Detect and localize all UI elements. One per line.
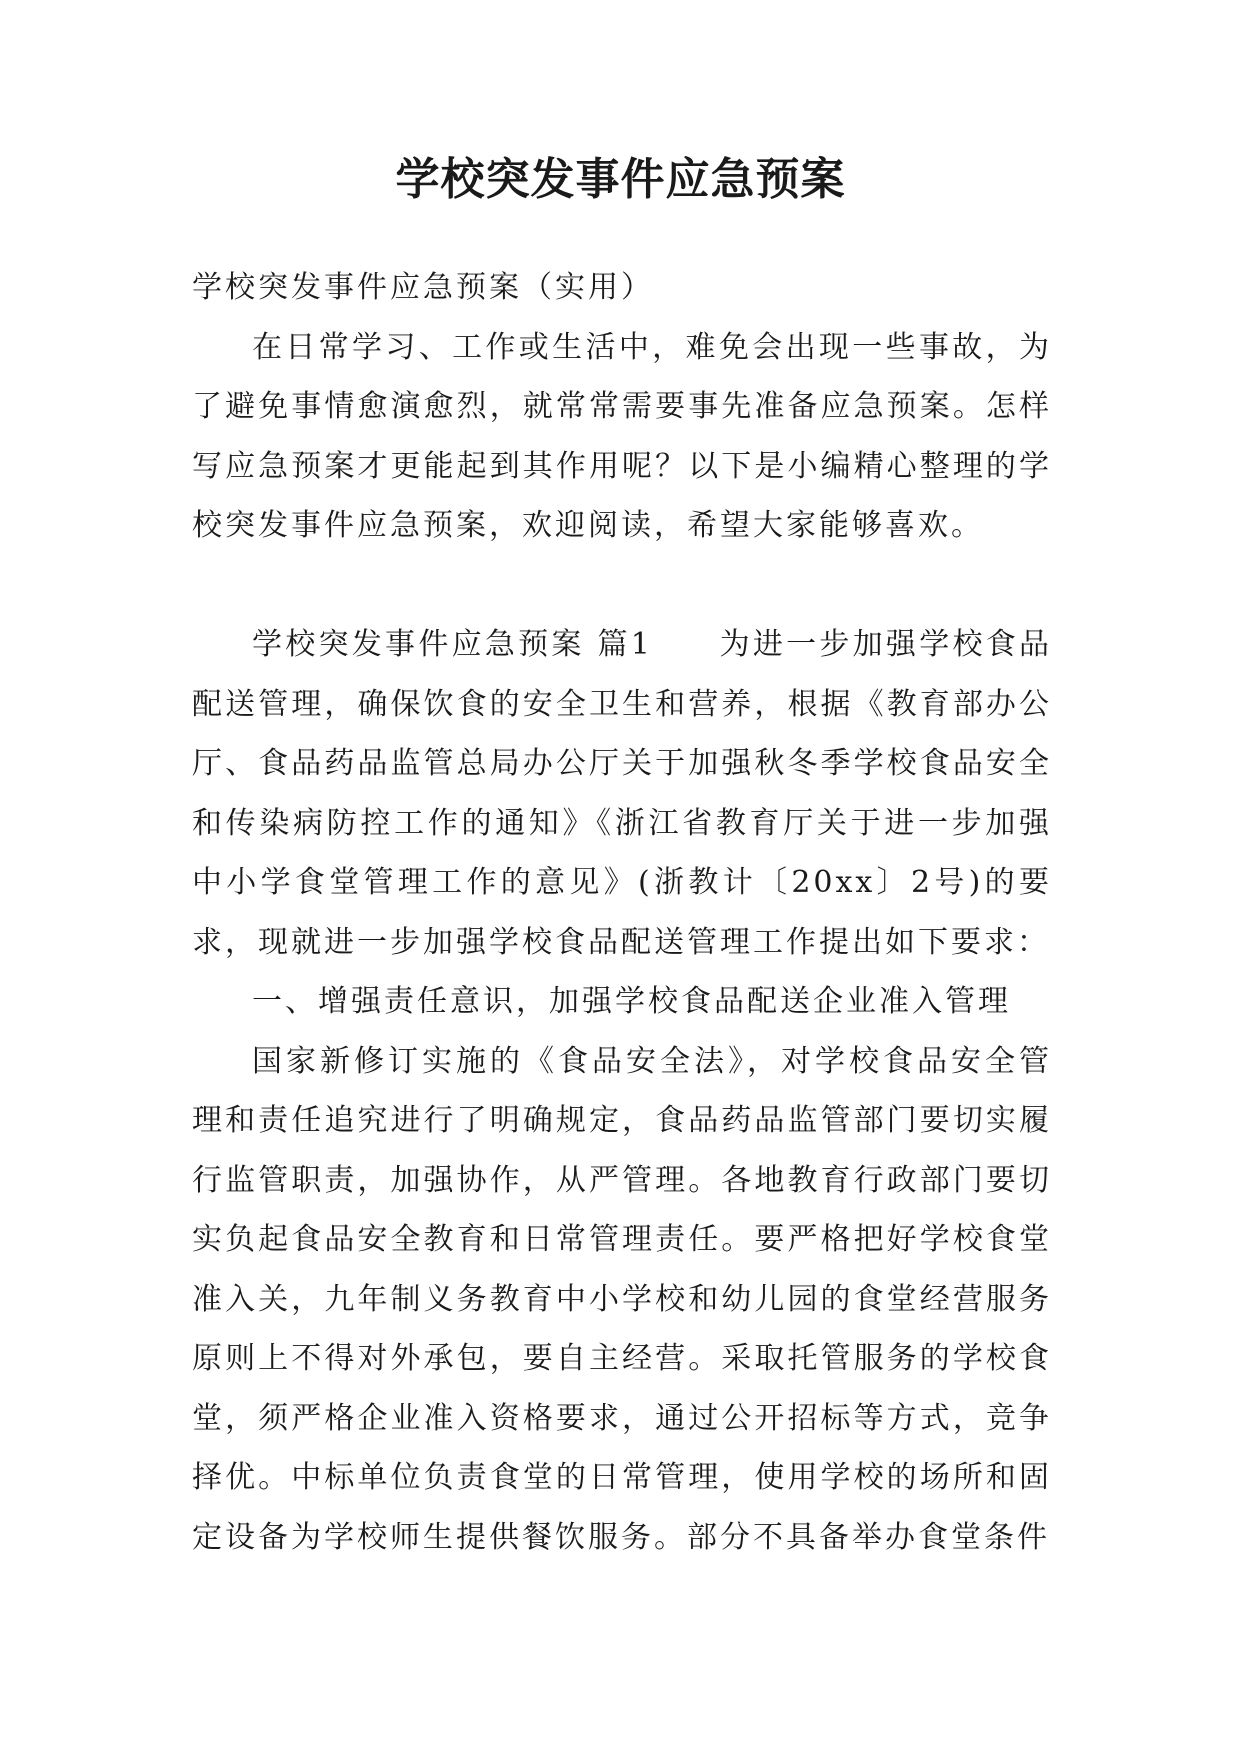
document-subtitle: 学校突发事件应急预案（实用） <box>192 270 654 305</box>
document-body <box>192 258 1052 1567</box>
section-heading-1: 一、增强责任意识，加强学校食品配送企业准入管理 <box>252 984 1011 1019</box>
document-title: 学校突发事件应急预案 <box>395 154 846 205</box>
intro-paragraph: 在日常学习、工作或生活中，难免会出现一些事故，为了避免事情愈演愈烈，就常常需要事先准备应急预案。怎样写应急预案才更能起到其作用呢？以下是小编精心整理的学校突发事件应急预案，欢迎阅读，希望大家能够喜欢。 <box>192 329 1052 543</box>
paragraph-gap <box>192 556 1052 616</box>
section-1-paragraph: 学校突发事件应急预案 篇1 为进一步加强学校食品配送管理，确保饮食的安全卫生和营养，根据《教育部办公厅、食品药品监管总局办公厅关于加强秋冬季学校食品安全和传染病防控工作的通知》《浙江省教育厅关于进一步加强中小学食堂管理工作的意见》(浙教计〔20xx〕2号)的要求，现就进一步加强学校食品配送管理工作提出如下要求： <box>192 627 1052 960</box>
body-paragraph-2: 国家新修订实施的《食品安全法》，对学校食品安全管理和责任追究进行了明确规定，食品药品监管部门要切实履行监管职责，加强协作，从严管理。各地教育行政部门要切实负起食品安全教育和日常管理责任。要严格把好学校食堂准入关，九年制义务教育中小学校和幼儿园的食堂经营服务原则上不得对外承包，要自主经营。采取托管服务的学校食堂，须严格企业准入资格要求，通过公开招标等方式，竞争择优。中标单位负责食堂的日常管理，使用学校的场所和固定设备为学校师生提供餐饮服务。部分不具备举办食堂条件 <box>192 1043 1052 1555</box>
